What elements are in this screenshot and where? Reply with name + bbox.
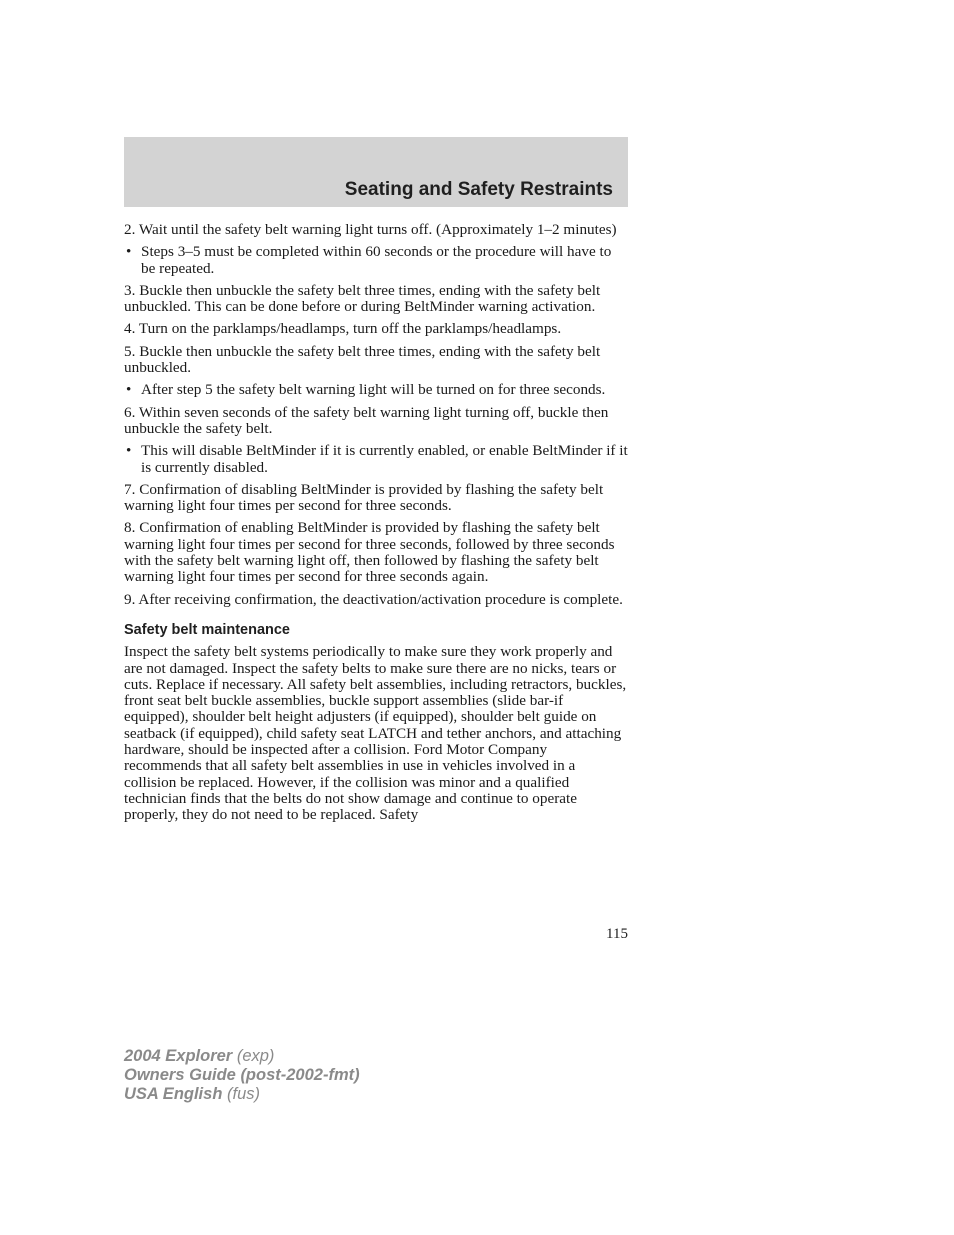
maintenance-paragraph: Inspect the safety belt systems periodically to make sure they work properly and are not damaged. Inspect the safety belts to make sure there are no nicks, tears or cuts. Replace if necessary. All safety belt assemblies, including retractors, buckles, front seat belt buckle assemblies, buckle support assemblies (slide bar-if equipped), shoulder belt height adjusters (if equipped), shoulder belt guide on seatback (if equipped), child safety seat LATCH and tether anchors, and attaching hardware, should be inspected after a collision. Ford Motor Company recommends that all safety belt assemblies in use in vehicles involved in a collision be replaced. However, if the collision was minor and a qualified technician finds that the belts do not show damage and continue to operate properly, they do not need to be replaced. Safety bbox=[124, 643, 627, 824]
footer-language-code: (fus) bbox=[222, 1085, 260, 1103]
bullet-icon: • bbox=[126, 442, 132, 460]
footer-line-3 bbox=[124, 1085, 360, 1104]
footer-line-1 bbox=[124, 1047, 360, 1066]
bullet-text: After step 5 the safety belt warning light will be turned on for three seconds. bbox=[141, 381, 606, 399]
step-8-paragraph: 8. Confirmation of enabling BeltMinder is provided by flashing the safety belt warning light four times per second for three seconds, followed by three seconds with the safety belt warning light off, then followed by flashing the safety belt warning light four times per second for three seconds again. bbox=[124, 519, 615, 586]
step-4-paragraph: 4. Turn on the parklamps/headlamps, turn off the parklamps/headlamps. bbox=[124, 320, 562, 338]
page-number: 115 bbox=[606, 926, 628, 942]
step-3-paragraph: 3. Buckle then unbuckle the safety belt three times, ending with the safety belt unbuckled. This can be done before or during BeltMinder warning activation. bbox=[124, 281, 601, 316]
section-header-band bbox=[124, 137, 628, 207]
step-5-paragraph: 5. Buckle then unbuckle the safety belt three times, ending with the safety belt unbuckled. bbox=[124, 342, 601, 377]
bullet-icon: • bbox=[126, 243, 132, 261]
footer-model-code: (exp) bbox=[232, 1047, 275, 1065]
step-6-paragraph: 6. Within seven seconds of the safety belt warning light turning off, buckle then unbuckle the safety belt. bbox=[124, 403, 609, 437]
step-9-paragraph: 9. After receiving confirmation, the deactivation/activation procedure is complete. bbox=[124, 590, 623, 608]
bullet-text: Steps 3–5 must be completed within 60 seconds or the procedure will have to be repeated. bbox=[141, 243, 612, 277]
page-body bbox=[124, 222, 628, 830]
footer-model: 2004 Explorer bbox=[124, 1047, 233, 1065]
document-footer bbox=[124, 1047, 360, 1104]
bullet-item bbox=[124, 244, 628, 277]
bullet-item bbox=[124, 382, 628, 398]
step-2-paragraph: 2. Wait until the safety belt warning light turns off. (Approximately 1–2 minutes) bbox=[124, 221, 617, 238]
bullet-item bbox=[124, 443, 628, 476]
bullet-icon: • bbox=[126, 381, 132, 399]
bullet-text: This will disable BeltMinder if it is currently enabled, or enable BeltMinder if it is currently disabled. bbox=[141, 442, 628, 476]
subsection-heading: Safety belt maintenance bbox=[124, 621, 290, 638]
footer-line-2 bbox=[124, 1066, 360, 1085]
footer-language: USA English bbox=[124, 1085, 223, 1103]
section-title: Seating and Safety Restraints bbox=[344, 179, 613, 200]
footer-guide: Owners Guide (post-2002-fmt) bbox=[124, 1066, 360, 1084]
step-7-paragraph: 7. Confirmation of disabling BeltMinder is provided by flashing the safety belt warning light four times per second for three seconds. bbox=[124, 480, 604, 515]
